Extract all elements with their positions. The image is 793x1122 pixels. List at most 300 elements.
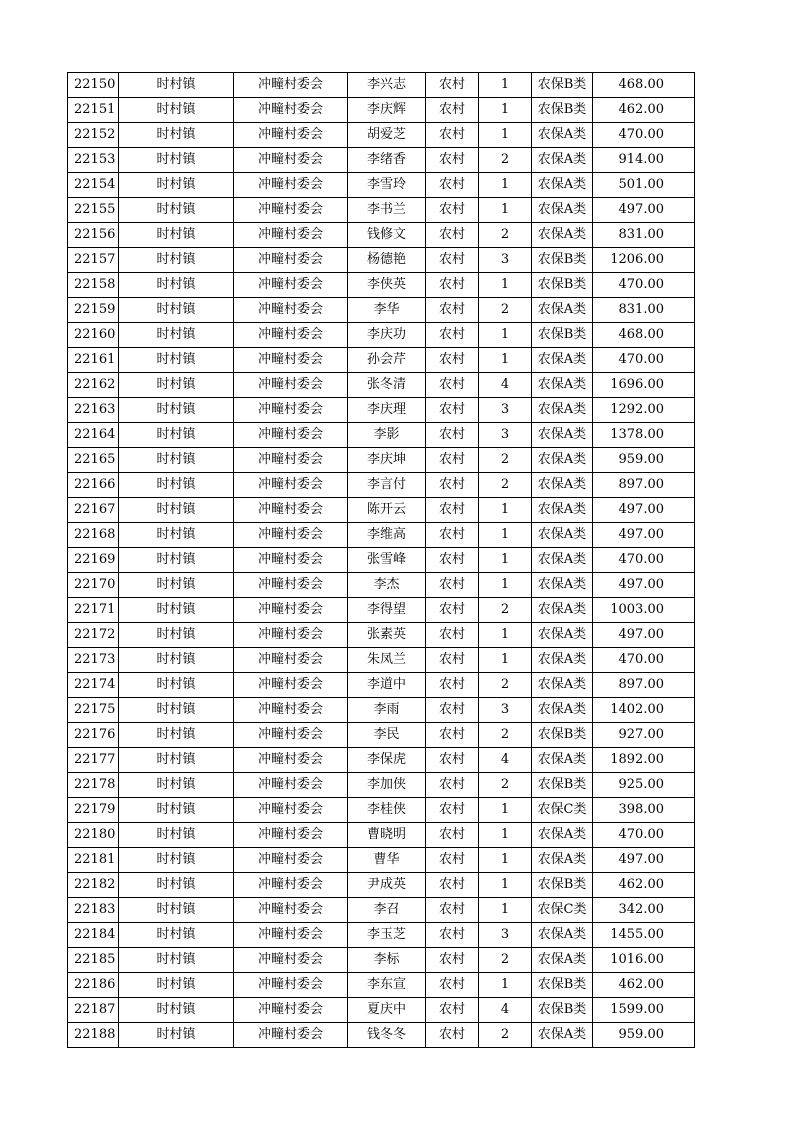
insurance-class-cell: 农保A类 [532, 748, 593, 773]
household-size-cell: 3 [479, 248, 532, 273]
table-row [68, 748, 695, 773]
household-size-cell: 2 [479, 723, 532, 748]
table-row [68, 548, 695, 573]
table-row [68, 698, 695, 723]
name-cell: 李玉芝 [348, 923, 426, 948]
amount-cell: 1402.00 [593, 698, 695, 723]
record-id-cell: 22171 [68, 598, 119, 623]
town-cell: 时村镇 [119, 148, 234, 173]
table-row [68, 298, 695, 323]
area-type-cell: 农村 [426, 273, 479, 298]
amount-cell: 831.00 [593, 223, 695, 248]
table-row [68, 873, 695, 898]
area-type-cell: 农村 [426, 623, 479, 648]
village-committee-cell: 冲疃村委会 [234, 698, 348, 723]
record-id-cell: 22178 [68, 773, 119, 798]
household-size-cell: 3 [479, 923, 532, 948]
table-row [68, 473, 695, 498]
area-type-cell: 农村 [426, 848, 479, 873]
insurance-class-cell: 农保B类 [532, 998, 593, 1023]
amount-cell: 1378.00 [593, 423, 695, 448]
village-committee-cell: 冲疃村委会 [234, 723, 348, 748]
town-cell: 时村镇 [119, 498, 234, 523]
town-cell: 时村镇 [119, 648, 234, 673]
area-type-cell: 农村 [426, 798, 479, 823]
insurance-class-cell: 农保A类 [532, 548, 593, 573]
household-size-cell: 1 [479, 648, 532, 673]
amount-cell: 462.00 [593, 973, 695, 998]
amount-cell: 1696.00 [593, 373, 695, 398]
name-cell: 钱冬冬 [348, 1023, 426, 1048]
name-cell: 李得望 [348, 598, 426, 623]
table-row [68, 823, 695, 848]
insurance-class-cell: 农保A类 [532, 648, 593, 673]
record-id-cell: 22156 [68, 223, 119, 248]
name-cell: 李召 [348, 898, 426, 923]
household-size-cell: 1 [479, 323, 532, 348]
town-cell: 时村镇 [119, 298, 234, 323]
area-type-cell: 农村 [426, 948, 479, 973]
household-size-cell: 1 [479, 173, 532, 198]
table-row [68, 398, 695, 423]
town-cell: 时村镇 [119, 898, 234, 923]
household-size-cell: 1 [479, 98, 532, 123]
area-type-cell: 农村 [426, 673, 479, 698]
amount-cell: 897.00 [593, 673, 695, 698]
area-type-cell: 农村 [426, 898, 479, 923]
amount-cell: 398.00 [593, 798, 695, 823]
town-cell: 时村镇 [119, 323, 234, 348]
record-id-cell: 22174 [68, 673, 119, 698]
table-row [68, 948, 695, 973]
name-cell: 李桂侠 [348, 798, 426, 823]
amount-cell: 470.00 [593, 823, 695, 848]
amount-cell: 342.00 [593, 898, 695, 923]
household-size-cell: 1 [479, 623, 532, 648]
amount-cell: 470.00 [593, 348, 695, 373]
insurance-class-cell: 农保A类 [532, 473, 593, 498]
area-type-cell: 农村 [426, 148, 479, 173]
town-cell: 时村镇 [119, 348, 234, 373]
name-cell: 李庆功 [348, 323, 426, 348]
area-type-cell: 农村 [426, 373, 479, 398]
amount-cell: 1455.00 [593, 923, 695, 948]
town-cell: 时村镇 [119, 973, 234, 998]
name-cell: 朱凤兰 [348, 648, 426, 673]
town-cell: 时村镇 [119, 73, 234, 98]
area-type-cell: 农村 [426, 173, 479, 198]
record-id-cell: 22175 [68, 698, 119, 723]
village-committee-cell: 冲疃村委会 [234, 273, 348, 298]
name-cell: 孙会芹 [348, 348, 426, 373]
table-row [68, 673, 695, 698]
village-committee-cell: 冲疃村委会 [234, 373, 348, 398]
name-cell: 李加侠 [348, 773, 426, 798]
record-id-cell: 22176 [68, 723, 119, 748]
record-id-cell: 22155 [68, 198, 119, 223]
household-size-cell: 1 [479, 123, 532, 148]
amount-cell: 1599.00 [593, 998, 695, 1023]
household-size-cell: 3 [479, 398, 532, 423]
area-type-cell: 农村 [426, 423, 479, 448]
record-id-cell: 22181 [68, 848, 119, 873]
record-id-cell: 22179 [68, 798, 119, 823]
household-size-cell: 1 [479, 348, 532, 373]
amount-cell: 497.00 [593, 623, 695, 648]
amount-cell: 925.00 [593, 773, 695, 798]
area-type-cell: 农村 [426, 1023, 479, 1048]
town-cell: 时村镇 [119, 548, 234, 573]
table-row [68, 248, 695, 273]
household-size-cell: 4 [479, 998, 532, 1023]
name-cell: 尹成英 [348, 873, 426, 898]
amount-cell: 470.00 [593, 648, 695, 673]
table-row [68, 648, 695, 673]
insurance-class-cell: 农保A类 [532, 148, 593, 173]
name-cell: 李庆辉 [348, 98, 426, 123]
household-size-cell: 4 [479, 748, 532, 773]
area-type-cell: 农村 [426, 748, 479, 773]
village-committee-cell: 冲疃村委会 [234, 898, 348, 923]
village-committee-cell: 冲疃村委会 [234, 573, 348, 598]
name-cell: 李庆坤 [348, 448, 426, 473]
village-committee-cell: 冲疃村委会 [234, 798, 348, 823]
village-committee-cell: 冲疃村委会 [234, 923, 348, 948]
record-id-cell: 22152 [68, 123, 119, 148]
insurance-class-cell: 农保A类 [532, 1023, 593, 1048]
amount-cell: 1003.00 [593, 598, 695, 623]
insurance-class-cell: 农保A类 [532, 123, 593, 148]
table-row [68, 998, 695, 1023]
village-committee-cell: 冲疃村委会 [234, 498, 348, 523]
town-cell: 时村镇 [119, 773, 234, 798]
town-cell: 时村镇 [119, 423, 234, 448]
village-committee-cell: 冲疃村委会 [234, 448, 348, 473]
household-size-cell: 1 [479, 273, 532, 298]
amount-cell: 470.00 [593, 123, 695, 148]
town-cell: 时村镇 [119, 673, 234, 698]
name-cell: 李书兰 [348, 198, 426, 223]
insurance-class-cell: 农保A类 [532, 198, 593, 223]
record-id-cell: 22168 [68, 523, 119, 548]
table-row [68, 348, 695, 373]
household-size-cell: 1 [479, 973, 532, 998]
table-row [68, 273, 695, 298]
household-size-cell: 4 [479, 373, 532, 398]
record-id-cell: 22153 [68, 148, 119, 173]
area-type-cell: 农村 [426, 573, 479, 598]
area-type-cell: 农村 [426, 873, 479, 898]
village-committee-cell: 冲疃村委会 [234, 773, 348, 798]
household-size-cell: 2 [479, 773, 532, 798]
amount-cell: 1292.00 [593, 398, 695, 423]
village-committee-cell: 冲疃村委会 [234, 973, 348, 998]
table-row [68, 223, 695, 248]
area-type-cell: 农村 [426, 398, 479, 423]
name-cell: 李保虎 [348, 748, 426, 773]
household-size-cell: 3 [479, 698, 532, 723]
area-type-cell: 农村 [426, 198, 479, 223]
village-committee-cell: 冲疃村委会 [234, 523, 348, 548]
village-committee-cell: 冲疃村委会 [234, 348, 348, 373]
amount-cell: 1206.00 [593, 248, 695, 273]
household-size-cell: 1 [479, 848, 532, 873]
name-cell: 李道中 [348, 673, 426, 698]
area-type-cell: 农村 [426, 923, 479, 948]
area-type-cell: 农村 [426, 723, 479, 748]
area-type-cell: 农村 [426, 323, 479, 348]
household-size-cell: 2 [479, 448, 532, 473]
village-committee-cell: 冲疃村委会 [234, 748, 348, 773]
area-type-cell: 农村 [426, 598, 479, 623]
record-id-cell: 22150 [68, 73, 119, 98]
table-row [68, 923, 695, 948]
village-committee-cell: 冲疃村委会 [234, 823, 348, 848]
insurance-class-cell: 农保C类 [532, 898, 593, 923]
household-size-cell: 2 [479, 673, 532, 698]
household-size-cell: 1 [479, 498, 532, 523]
village-committee-cell: 冲疃村委会 [234, 1023, 348, 1048]
table-row [68, 98, 695, 123]
area-type-cell: 农村 [426, 548, 479, 573]
amount-cell: 497.00 [593, 848, 695, 873]
insurance-class-cell: 农保A类 [532, 398, 593, 423]
table-row [68, 623, 695, 648]
town-cell: 时村镇 [119, 173, 234, 198]
area-type-cell: 农村 [426, 248, 479, 273]
household-size-cell: 1 [479, 573, 532, 598]
amount-cell: 468.00 [593, 323, 695, 348]
name-cell: 李民 [348, 723, 426, 748]
record-id-cell: 22157 [68, 248, 119, 273]
household-size-cell: 1 [479, 823, 532, 848]
insurance-class-cell: 农保A类 [532, 923, 593, 948]
town-cell: 时村镇 [119, 848, 234, 873]
village-committee-cell: 冲疃村委会 [234, 73, 348, 98]
area-type-cell: 农村 [426, 348, 479, 373]
insurance-class-cell: 农保C类 [532, 798, 593, 823]
record-id-cell: 22163 [68, 398, 119, 423]
amount-cell: 470.00 [593, 548, 695, 573]
insurance-class-cell: 农保A类 [532, 423, 593, 448]
town-cell: 时村镇 [119, 373, 234, 398]
insurance-class-cell: 农保A类 [532, 373, 593, 398]
amount-cell: 497.00 [593, 523, 695, 548]
amount-cell: 497.00 [593, 573, 695, 598]
insurance-class-cell: 农保A类 [532, 448, 593, 473]
table-row [68, 973, 695, 998]
village-committee-cell: 冲疃村委会 [234, 98, 348, 123]
insurance-class-cell: 农保B类 [532, 273, 593, 298]
table-body [68, 73, 695, 1048]
area-type-cell: 农村 [426, 73, 479, 98]
town-cell: 时村镇 [119, 623, 234, 648]
household-size-cell: 3 [479, 423, 532, 448]
village-committee-cell: 冲疃村委会 [234, 123, 348, 148]
name-cell: 夏庆中 [348, 998, 426, 1023]
area-type-cell: 农村 [426, 473, 479, 498]
insurance-class-cell: 农保B类 [532, 248, 593, 273]
insurance-class-cell: 农保A类 [532, 523, 593, 548]
record-id-cell: 22158 [68, 273, 119, 298]
record-id-cell: 22188 [68, 1023, 119, 1048]
town-cell: 时村镇 [119, 598, 234, 623]
insurance-class-cell: 农保B类 [532, 73, 593, 98]
village-committee-cell: 冲疃村委会 [234, 398, 348, 423]
name-cell: 李言付 [348, 473, 426, 498]
town-cell: 时村镇 [119, 923, 234, 948]
household-size-cell: 1 [479, 523, 532, 548]
area-type-cell: 农村 [426, 698, 479, 723]
insurance-class-cell: 农保A类 [532, 498, 593, 523]
town-cell: 时村镇 [119, 123, 234, 148]
household-size-cell: 2 [479, 1023, 532, 1048]
household-size-cell: 2 [479, 598, 532, 623]
record-id-cell: 22159 [68, 298, 119, 323]
name-cell: 李雪玲 [348, 173, 426, 198]
amount-cell: 462.00 [593, 98, 695, 123]
amount-cell: 927.00 [593, 723, 695, 748]
insurance-class-cell: 农保A类 [532, 823, 593, 848]
insurance-class-cell: 农保A类 [532, 598, 593, 623]
table-row [68, 173, 695, 198]
name-cell: 杨德艳 [348, 248, 426, 273]
area-type-cell: 农村 [426, 298, 479, 323]
insurance-class-cell: 农保B类 [532, 323, 593, 348]
name-cell: 张冬清 [348, 373, 426, 398]
name-cell: 李庆理 [348, 398, 426, 423]
amount-cell: 470.00 [593, 273, 695, 298]
table-row [68, 323, 695, 348]
name-cell: 李绪香 [348, 148, 426, 173]
town-cell: 时村镇 [119, 1023, 234, 1048]
village-committee-cell: 冲疃村委会 [234, 948, 348, 973]
amount-cell: 831.00 [593, 298, 695, 323]
record-id-cell: 22183 [68, 898, 119, 923]
name-cell: 李标 [348, 948, 426, 973]
record-id-cell: 22160 [68, 323, 119, 348]
table-row [68, 498, 695, 523]
household-size-cell: 1 [479, 73, 532, 98]
amount-cell: 501.00 [593, 173, 695, 198]
village-committee-cell: 冲疃村委会 [234, 648, 348, 673]
insurance-class-cell: 农保A类 [532, 348, 593, 373]
household-size-cell: 2 [479, 948, 532, 973]
insurance-class-cell: 农保A类 [532, 623, 593, 648]
town-cell: 时村镇 [119, 573, 234, 598]
area-type-cell: 农村 [426, 223, 479, 248]
town-cell: 时村镇 [119, 473, 234, 498]
household-size-cell: 1 [479, 798, 532, 823]
village-committee-cell: 冲疃村委会 [234, 423, 348, 448]
table-row [68, 773, 695, 798]
household-size-cell: 2 [479, 148, 532, 173]
record-id-cell: 22162 [68, 373, 119, 398]
name-cell: 曹华 [348, 848, 426, 873]
amount-cell: 959.00 [593, 448, 695, 473]
town-cell: 时村镇 [119, 223, 234, 248]
name-cell: 钱修文 [348, 223, 426, 248]
village-committee-cell: 冲疃村委会 [234, 848, 348, 873]
record-id-cell: 22184 [68, 923, 119, 948]
area-type-cell: 农村 [426, 98, 479, 123]
amount-cell: 468.00 [593, 73, 695, 98]
area-type-cell: 农村 [426, 448, 479, 473]
village-committee-cell: 冲疃村委会 [234, 598, 348, 623]
town-cell: 时村镇 [119, 748, 234, 773]
town-cell: 时村镇 [119, 998, 234, 1023]
record-id-cell: 22169 [68, 548, 119, 573]
table-row [68, 573, 695, 598]
insurance-class-cell: 农保A类 [532, 848, 593, 873]
record-id-cell: 22161 [68, 348, 119, 373]
table-row [68, 123, 695, 148]
insurance-class-cell: 农保B类 [532, 773, 593, 798]
insurance-class-cell: 农保A类 [532, 173, 593, 198]
household-size-cell: 2 [479, 223, 532, 248]
record-id-cell: 22173 [68, 648, 119, 673]
record-id-cell: 22165 [68, 448, 119, 473]
amount-cell: 497.00 [593, 198, 695, 223]
amount-cell: 1892.00 [593, 748, 695, 773]
record-id-cell: 22182 [68, 873, 119, 898]
table-row [68, 198, 695, 223]
insurance-class-cell: 农保B类 [532, 973, 593, 998]
name-cell: 陈开云 [348, 498, 426, 523]
table-row [68, 598, 695, 623]
household-size-cell: 1 [479, 873, 532, 898]
table-row [68, 423, 695, 448]
name-cell: 曹晓明 [348, 823, 426, 848]
record-id-cell: 22164 [68, 423, 119, 448]
table-row [68, 523, 695, 548]
town-cell: 时村镇 [119, 448, 234, 473]
amount-cell: 897.00 [593, 473, 695, 498]
record-id-cell: 22185 [68, 948, 119, 973]
area-type-cell: 农村 [426, 773, 479, 798]
table-row [68, 723, 695, 748]
insurance-class-cell: 农保A类 [532, 573, 593, 598]
village-committee-cell: 冲疃村委会 [234, 473, 348, 498]
area-type-cell: 农村 [426, 998, 479, 1023]
table-row [68, 1023, 695, 1048]
name-cell: 李影 [348, 423, 426, 448]
record-id-cell: 22177 [68, 748, 119, 773]
insurance-class-cell: 农保B类 [532, 873, 593, 898]
town-cell: 时村镇 [119, 698, 234, 723]
town-cell: 时村镇 [119, 98, 234, 123]
name-cell: 李雨 [348, 698, 426, 723]
town-cell: 时村镇 [119, 948, 234, 973]
insurance-class-cell: 农保A类 [532, 673, 593, 698]
insurance-class-cell: 农保A类 [532, 223, 593, 248]
name-cell: 张素英 [348, 623, 426, 648]
area-type-cell: 农村 [426, 498, 479, 523]
name-cell: 张雪峰 [348, 548, 426, 573]
village-committee-cell: 冲疃村委会 [234, 548, 348, 573]
amount-cell: 959.00 [593, 1023, 695, 1048]
records-table [67, 72, 695, 1048]
name-cell: 李杰 [348, 573, 426, 598]
name-cell: 李侠英 [348, 273, 426, 298]
amount-cell: 497.00 [593, 498, 695, 523]
town-cell: 时村镇 [119, 723, 234, 748]
amount-cell: 914.00 [593, 148, 695, 173]
name-cell: 李维高 [348, 523, 426, 548]
household-size-cell: 1 [479, 548, 532, 573]
record-id-cell: 22180 [68, 823, 119, 848]
table-row [68, 448, 695, 473]
